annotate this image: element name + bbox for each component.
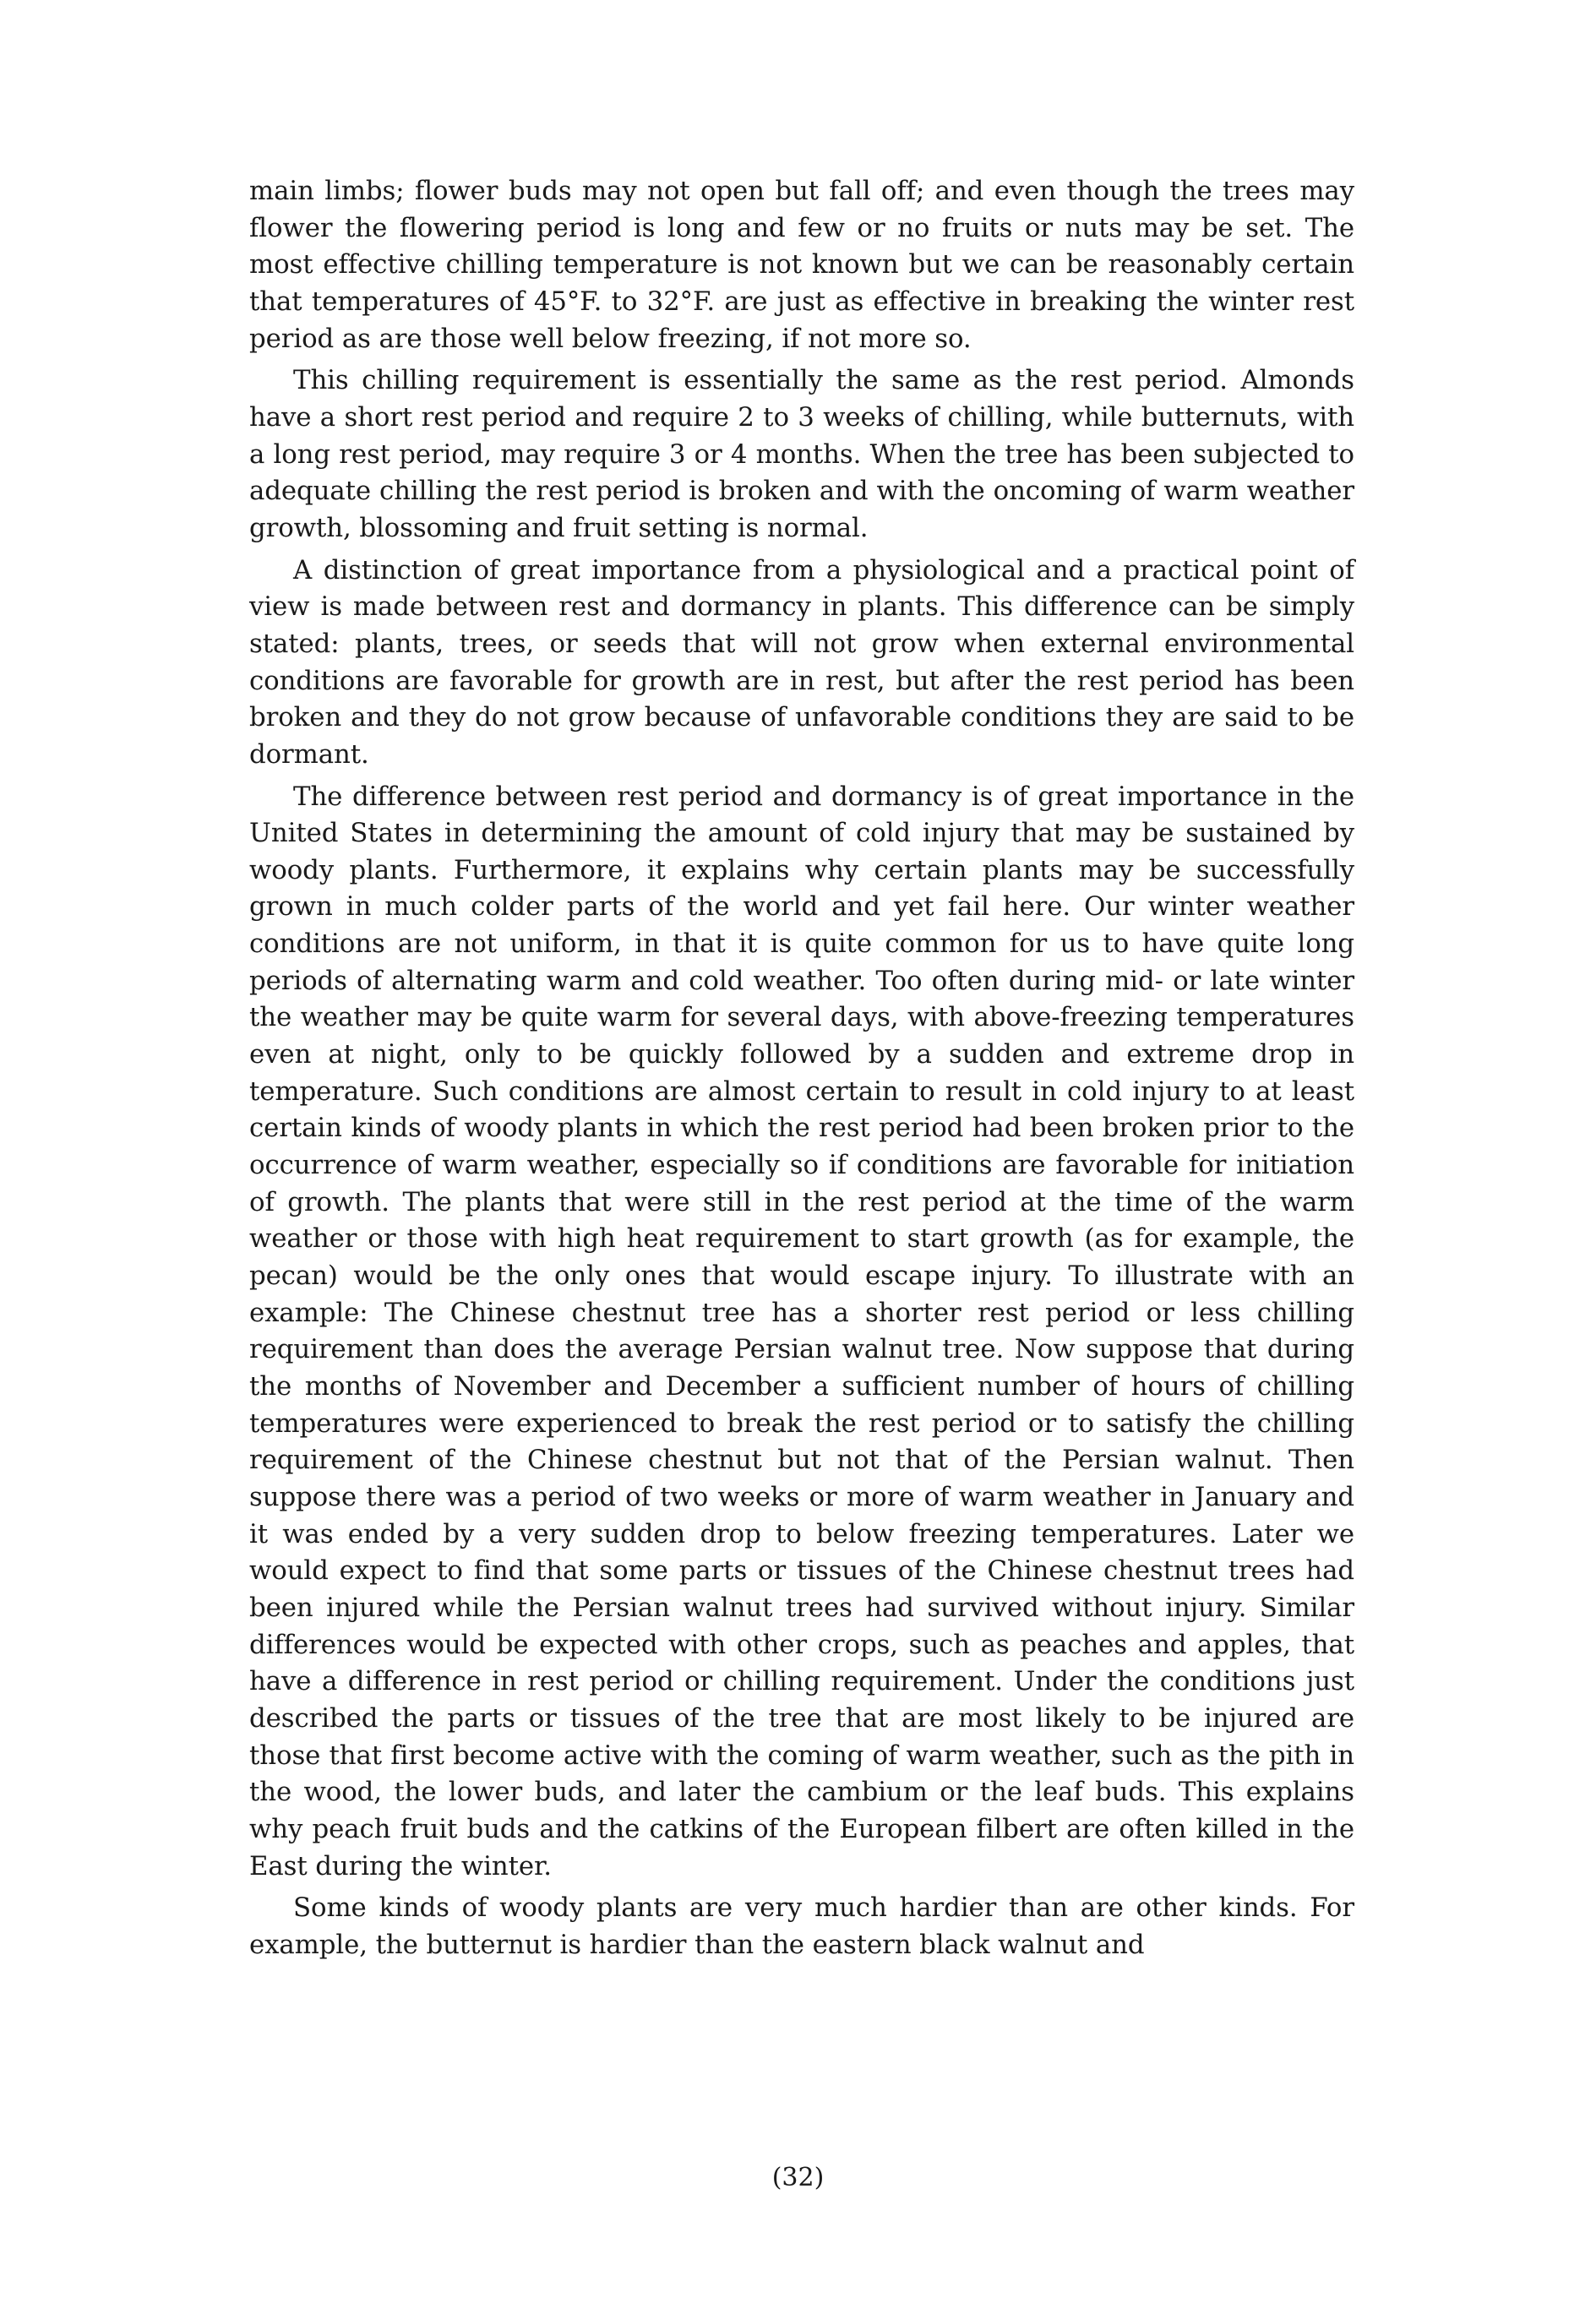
paragraph-cold-injury: The difference between rest period and dormancy is of great importance in the United States in determining the amount of cold injury that may be sustained by woody plants. Furthermore, it explains why certain plants may be successfully grown in much colder parts of the world and yet fail here. Our winter weather conditions are not uniform, in that it is quite common for us to have quite long periods of alternating warm and cold weather. Too often during mid- or late winter the weather may be quite warm for several days, with above-freezing temperatures even at night, only to be quickly followed by a sudden and extreme drop in temperature. Such conditions are almost certain to result in cold injury to at least certain kinds of woody plants in which the rest period had been broken prior to the occurrence of warm weather, especially so if conditions are favorable for initiation of growth. The plants that were still in the rest period at the time of the warm weather or those with high heat requirement to start growth (as for example, the pecan) would be the only ones that would escape injury. To illustrate with an example: The Chinese chestnut tree has a shorter rest period or less chilling requirement than does the average Persian walnut tree. Now suppose that during the months of November and December a sufficient number of hours of chilling temperatures were experienced to break the rest period or to satisfy the chilling requirement of the Chinese chestnut but not that of the Persian walnut. Then suppose there was a period of two weeks or more of warm weather in January and it was ended by a very sudden drop to below freezing temperatures. Later we would expect to find that some parts or tissues of the Chinese chestnut trees had been injured while the Persian walnut trees had survived without injury. Similar differences would be expected with other crops, such as peaches and apples, that have a difference in rest period or chilling requirement. Under the conditions just described the parts or tissues of the tree that are most likely to be injured are those that first become active with the coming of warm weather, such as the pith in the wood, the lower buds, and later the cambium or the leaf buds. This explains why peach fruit buds and the catkins of the European filbert are often killed in the East during the winter. [249, 781, 1354, 1881]
paragraph-chilling-requirement: This chilling requirement is essentially the same as the rest period. Almonds have a short rest period and require 2 to 3 weeks of chilling, while butternuts, with a long rest period, may require 3 or 4 months. When the tree has been subjected to adequate chilling the rest period is broken and with the oncoming of warm weather growth, blossoming and fruit setting is normal. [249, 365, 1354, 543]
paragraph-chilling-effects: main limbs; flower buds may not open but fall off; and even though the trees may flower the flowering period is long and few or no fruits or nuts may be set. The most effective chilling temperature is not known but we can be reasonably certain that temperatures of 45°F. to 32°F. are just as effective in breaking the winter rest period as are those well below freezing, if not more so. [249, 176, 1354, 354]
page-number: (32) [771, 2163, 825, 2192]
paragraph-rest-vs-dormancy: A distinction of great importance from a physiological and a practical point of view is made between rest and dormancy in plants. This difference can be simply stated: plants, trees, or seeds that will not grow when external environmental conditions are favorable for growth are in rest, but after the rest period has been broken and they do not grow because of unfavorable conditions they are said to be dormant. [249, 554, 1354, 770]
paragraph-hardiness: Some kinds of woody plants are very much hardier than are other kinds. For example, the butternut is hardier than the eastern black walnut and [249, 1892, 1354, 1960]
page-body [249, 173, 1354, 1969]
